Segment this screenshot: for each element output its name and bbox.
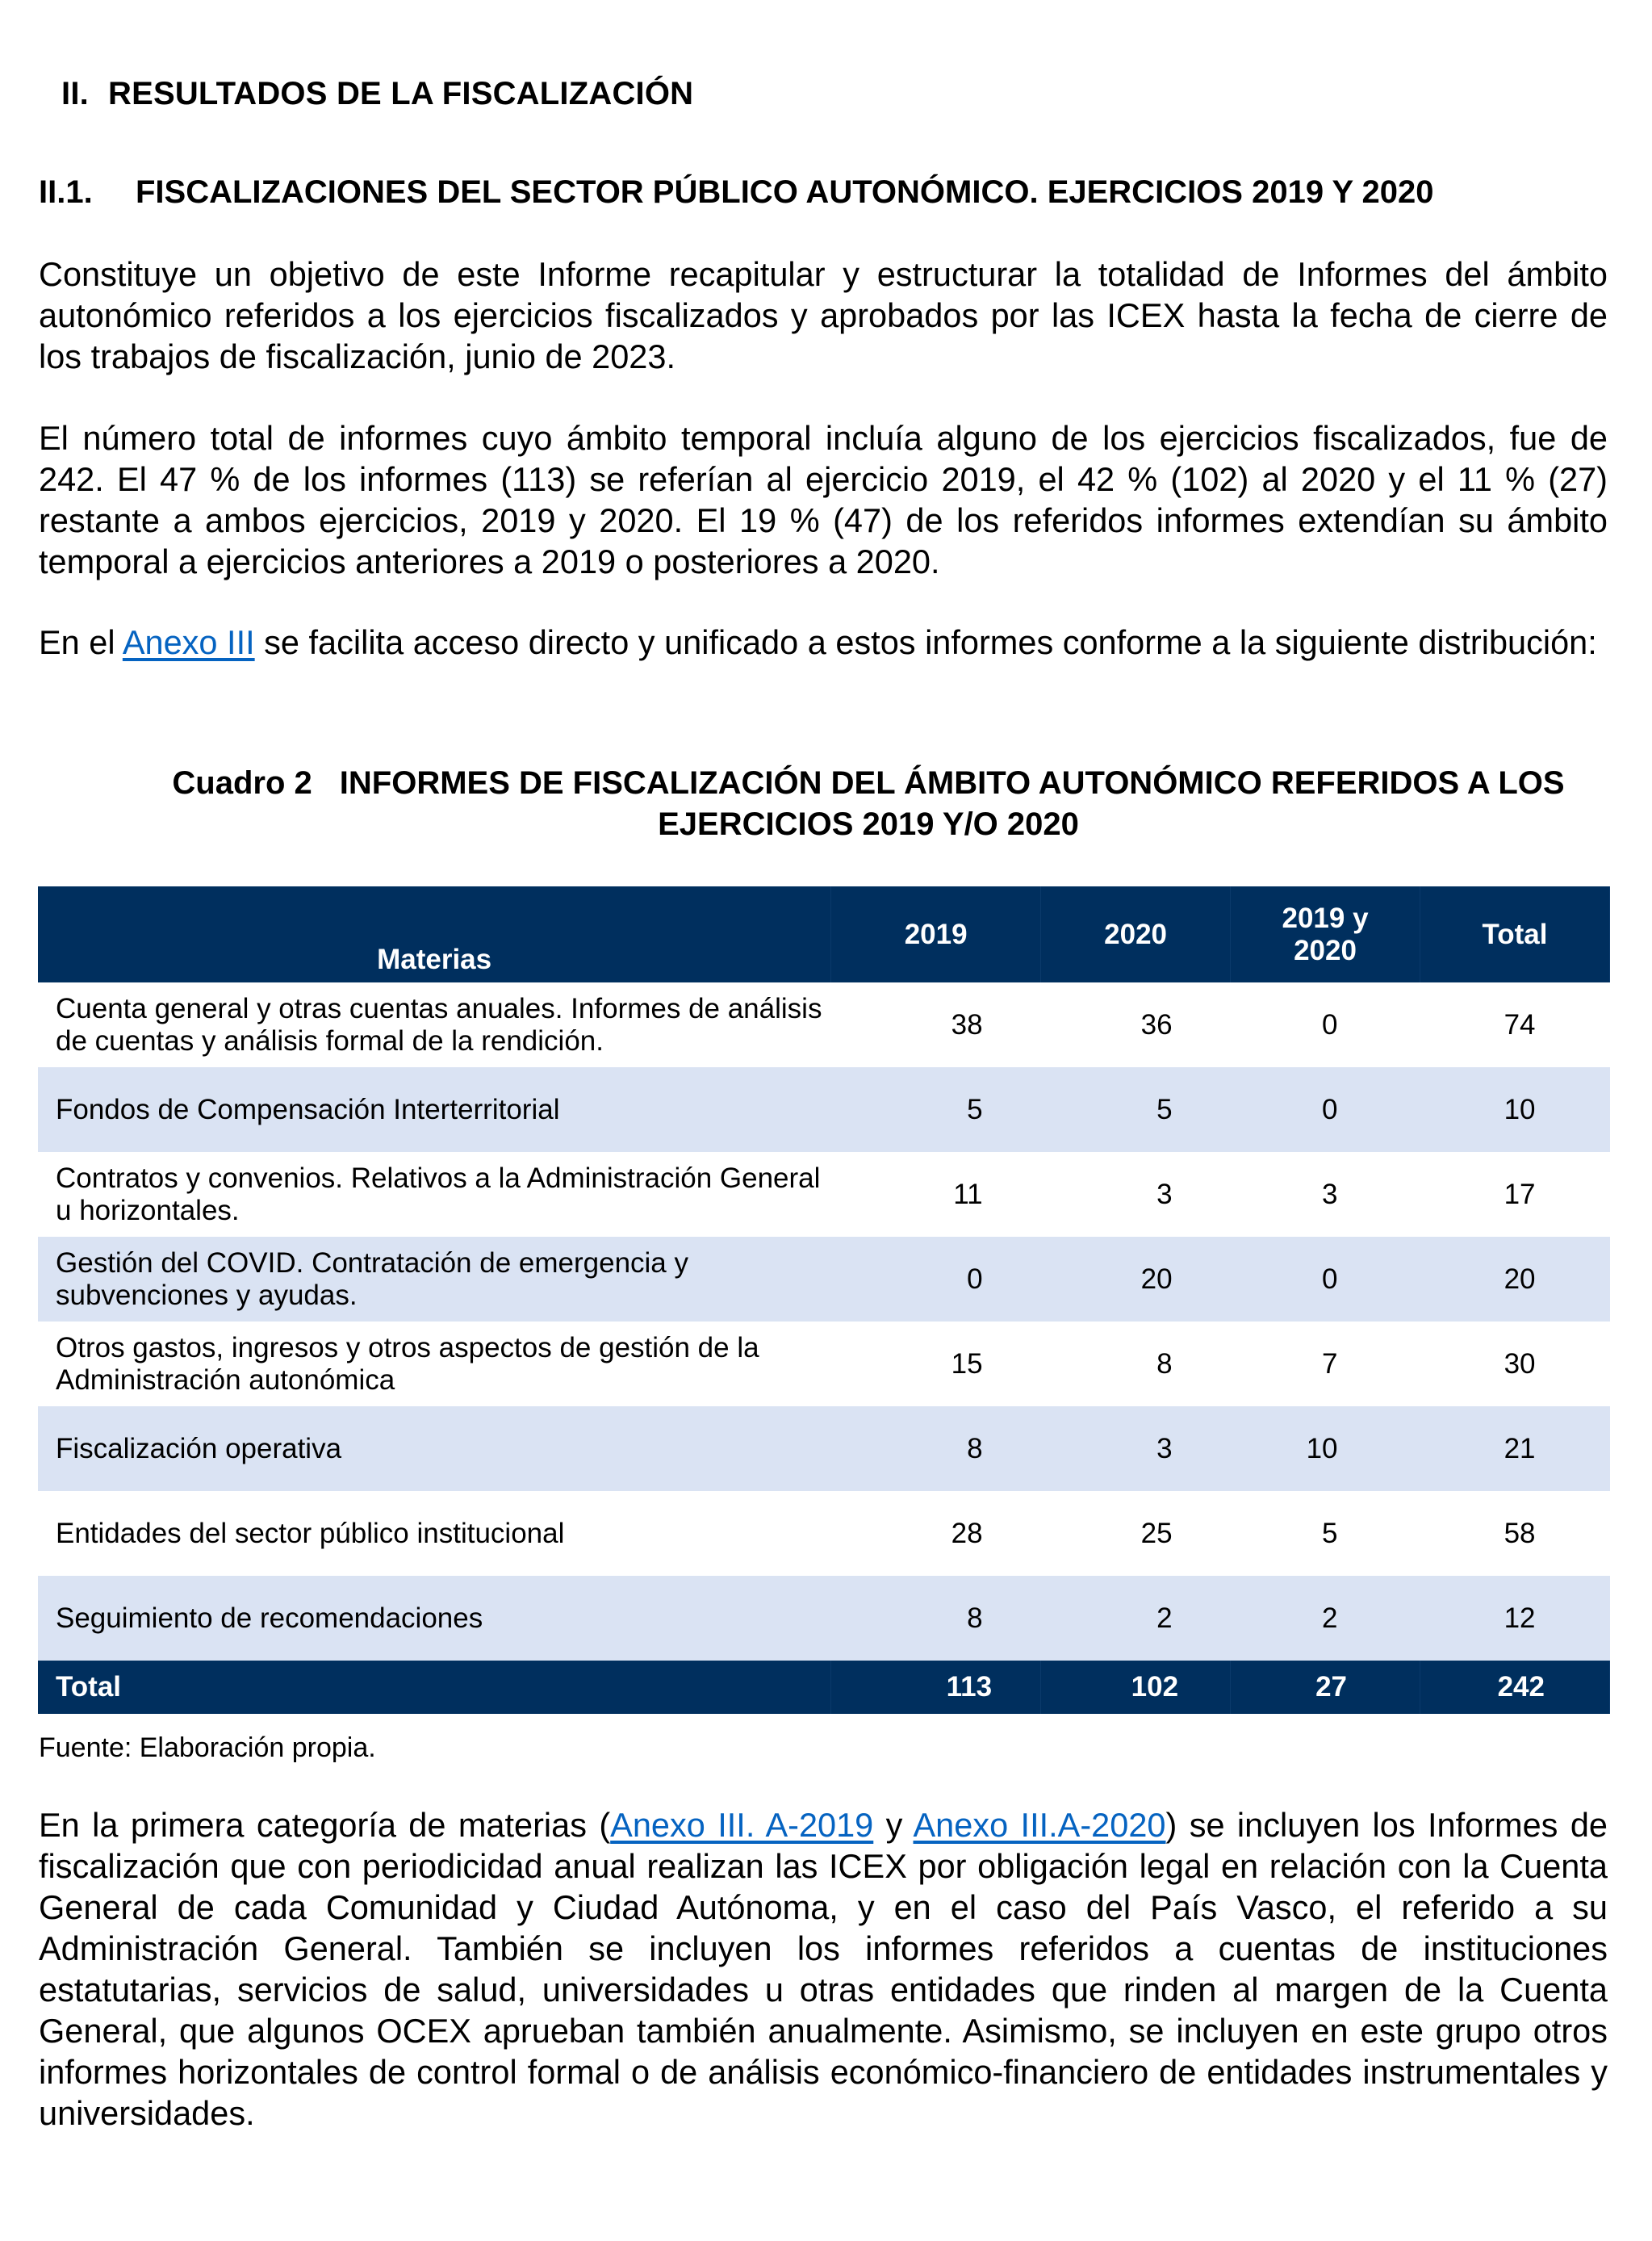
paragraph-totals: El número total de informes cuyo ámbito temporal incluía alguno de los ejercicios fiscalizados, fue de 242. El 47 % de los informes (113) se referían al ejercicio 2019, el 42 % (102) al 2020 y el 11 % (27) restante a ambos ejercicios, 2019 y 2020. El 19 % (47) de los referidos informes extendían su ámbito temporal a ejercicios anteriores a 2019 o posteriores a 2020. (39, 419, 1608, 580)
cell-both: 0 (1231, 1237, 1420, 1322)
table-row (38, 1237, 1610, 1322)
cell-2020: 3 (1041, 1406, 1231, 1491)
cell-both: 10 (1231, 1406, 1420, 1491)
cell-total: 30 (1504, 1347, 1536, 1380)
cell-total: 74 (1504, 1008, 1536, 1041)
cell-2020: 36 (1140, 1008, 1173, 1041)
subsection-heading (39, 174, 1434, 211)
column-header-2020: 2020 (1041, 886, 1231, 982)
cell-materia: Gestión del COVID. Contratación de emergencia y subvenciones y ayudas. (38, 1237, 831, 1322)
cell-materia: Cuenta general y otras cuentas anuales. Informes de análisis de cuentas y análisis formal de la rendición. (56, 992, 822, 1057)
cell-materia: Fiscalización operativa (38, 1406, 831, 1491)
cell-materia: Fondos de Compensación Interterritorial (38, 1067, 831, 1152)
cell-materia: Otros gastos, ingresos y otros aspectos de gestión de la Administración autonómica (56, 1331, 759, 1396)
table-caption-title: INFORMES DE FISCALIZACIÓN DEL ÁMBITO AUTONÓMICO REFERIDOS A LOS EJERCICIOS 2019 Y/O 2020 (339, 765, 1565, 842)
cell-total: 21 (1420, 1406, 1610, 1491)
column-header-both (1231, 886, 1420, 982)
cell-2019: 8 (831, 1406, 1041, 1491)
text: En la primera categoría de materias ( (39, 1806, 611, 1844)
cell-total: 12 (1420, 1576, 1610, 1661)
link-anexo-iii[interactable]: Anexo III (122, 623, 255, 661)
paragraph-first-category (39, 1804, 1608, 2134)
paragraph-objective: Constituye un objetivo de este Informe recapitular y estructurar la totalidad de Informes del ámbito autonómico referidos a los ejercicios fiscalizados y aprobados por las ICEX hasta la fecha de cierre de los trabajos de fiscalización, junio de 2023. (39, 255, 1608, 375)
cell-2019: 38 (951, 1008, 983, 1041)
cell-materia: Entidades del sector público institucional (56, 1517, 565, 1549)
cell-both: 2 (1231, 1576, 1420, 1661)
table-row (38, 1576, 1610, 1661)
column-header-materias: Materias (38, 886, 831, 982)
table-caption (129, 763, 1608, 845)
subsection-title: FISCALIZACIONES DEL SECTOR PÚBLICO AUTONÓMICO. EJERCICIOS 2019 Y 2020 (136, 174, 1434, 210)
cell-2020: 20 (1041, 1237, 1231, 1322)
cell-materia: Seguimiento de recomendaciones (38, 1576, 831, 1661)
cell-2020: 3 (1156, 1178, 1173, 1210)
cell-total-total: 242 (1420, 1661, 1610, 1714)
link-anexo-iii-a-2019[interactable]: Anexo III. A-2019 (610, 1806, 874, 1844)
table-row (38, 1067, 1610, 1152)
table-row (38, 1322, 1610, 1406)
table-row (38, 1406, 1610, 1491)
text: En el (39, 623, 123, 661)
table-total-row (38, 1661, 1610, 1714)
cell-total: 10 (1420, 1067, 1610, 1152)
section-heading (61, 76, 693, 112)
table-caption-label: Cuadro 2 (172, 765, 312, 801)
cell-total: 17 (1504, 1178, 1536, 1210)
cell-total-label: Total (38, 1661, 831, 1714)
column-header-2019: 2019 (831, 886, 1041, 982)
subsection-number: II.1. (39, 174, 93, 210)
cell-both: 0 (1322, 1008, 1338, 1041)
cell-both: 0 (1231, 1067, 1420, 1152)
cell-total: 20 (1420, 1237, 1610, 1322)
cell-2019: 8 (831, 1576, 1041, 1661)
table-row (38, 982, 1610, 1067)
cell-2019: 0 (831, 1237, 1041, 1322)
table-source-note: Fuente: Elaboración propia. (39, 1732, 376, 1763)
section-title: RESULTADOS DE LA FISCALIZACIÓN (108, 76, 694, 111)
table-row (38, 1152, 1610, 1237)
paragraph-annex (39, 622, 1608, 663)
cell-total: 58 (1504, 1517, 1536, 1549)
cell-2019: 15 (951, 1347, 983, 1380)
cell-2020: 5 (1041, 1067, 1231, 1152)
cell-both: 7 (1322, 1347, 1338, 1380)
text: ) se incluyen los Informes de fiscalización que con periodicidad anual realizan las ICEX por obligación legal en relación con la Cuenta General de cada Comunidad y Ciudad Autónoma, y en el caso del País Vasco, el referido a su Administración General. También se incluyen los informes referidos a cuentas de instituciones estatutarias, servicios de salud, universidades u otras entidades que rinden al margen de la Cuenta General, que algunos OCEX aprueban también anualmente. Asimismo, se incluyen en este grupo otros informes horizontales de control formal o de análisis económico-financiero de entidades instrumentales y universidades. (39, 1806, 1608, 2132)
reports-table (38, 886, 1610, 1714)
cell-2019: 28 (951, 1517, 983, 1549)
table-header-row (38, 886, 1610, 982)
cell-2020: 2 (1041, 1576, 1231, 1661)
column-header-both-label: 2019 y 2020 (1282, 902, 1369, 966)
cell-2020: 8 (1156, 1347, 1173, 1380)
cell-2020: 25 (1140, 1517, 1173, 1549)
section-number: II. (61, 76, 89, 111)
text: se facilita acceso directo y unificado a estos informes conforme a la siguiente distribución: (254, 623, 1597, 661)
cell-total-both: 27 (1231, 1661, 1420, 1714)
cell-both: 5 (1322, 1517, 1338, 1549)
table-row (38, 1491, 1610, 1576)
cell-total-2019: 113 (831, 1661, 1041, 1714)
cell-both: 3 (1322, 1178, 1338, 1210)
cell-materia: Contratos y convenios. Relativos a la Administración General u horizontales. (56, 1162, 821, 1226)
link-anexo-iii-a-2020[interactable]: Anexo III.A-2020 (913, 1806, 1166, 1844)
cell-total-2020: 102 (1041, 1661, 1231, 1714)
text: y (873, 1806, 914, 1844)
column-header-total: Total (1420, 886, 1610, 982)
cell-2019: 5 (831, 1067, 1041, 1152)
cell-2019: 11 (953, 1178, 983, 1210)
